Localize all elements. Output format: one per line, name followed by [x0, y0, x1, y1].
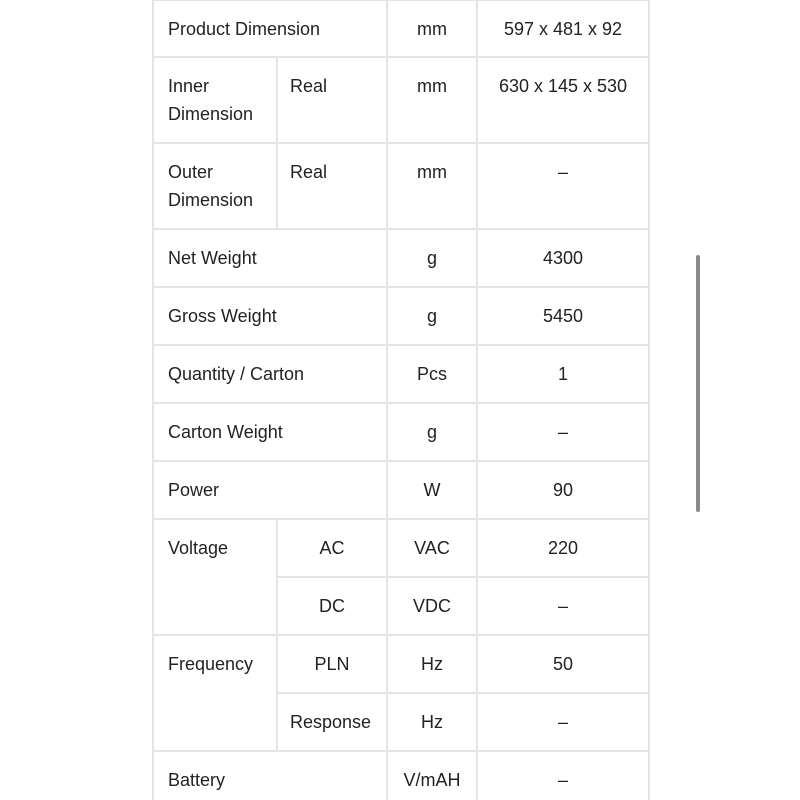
spec-unit: W — [387, 461, 477, 519]
spec-value: 597 x 481 x 92 — [477, 0, 649, 57]
spec-label: Frequency — [153, 635, 277, 751]
table-row — [153, 635, 649, 693]
table-row — [153, 287, 649, 345]
spec-unit: mm — [387, 143, 477, 229]
spec-value: – — [477, 751, 649, 800]
spec-unit: g — [387, 287, 477, 345]
table-row — [153, 403, 649, 461]
spec-value: – — [477, 143, 649, 229]
spec-unit: V/mAH — [387, 751, 477, 800]
spec-value: 50 — [477, 635, 649, 693]
spec-value: – — [477, 693, 649, 751]
spec-value: 5450 — [477, 287, 649, 345]
spec-sublabel: Real — [277, 143, 387, 229]
spec-value: 220 — [477, 519, 649, 577]
spec-value: 630 x 145 x 530 — [477, 57, 649, 143]
spec-value: 4300 — [477, 229, 649, 287]
spec-label: Net Weight — [153, 229, 387, 287]
spec-sublabel: Real — [277, 57, 387, 143]
spec-label: Outer Dimension — [153, 143, 277, 229]
spec-table — [152, 0, 650, 800]
spec-unit: mm — [387, 57, 477, 143]
spec-label: Power — [153, 461, 387, 519]
spec-label: Quantity / Carton — [153, 345, 387, 403]
spec-label: Inner Dimension — [153, 57, 277, 143]
spec-unit: VDC — [387, 577, 477, 635]
spec-value: 90 — [477, 461, 649, 519]
table-row — [153, 229, 649, 287]
table-row — [153, 519, 649, 577]
table-row — [153, 0, 649, 57]
table-row — [153, 461, 649, 519]
spec-value: – — [477, 577, 649, 635]
spec-unit: Hz — [387, 693, 477, 751]
spec-unit: g — [387, 229, 477, 287]
spec-unit: Pcs — [387, 345, 477, 403]
spec-unit: g — [387, 403, 477, 461]
scrollbar-thumb[interactable] — [696, 255, 700, 512]
table-row — [153, 57, 649, 143]
spec-unit: VAC — [387, 519, 477, 577]
spec-unit: Hz — [387, 635, 477, 693]
table-row — [153, 751, 649, 800]
spec-value: 1 — [477, 345, 649, 403]
spec-label: Product Dimension — [153, 0, 387, 57]
spec-sublabel: DC — [277, 577, 387, 635]
spec-label: Voltage — [153, 519, 277, 635]
spec-value: – — [477, 403, 649, 461]
spec-label: Carton Weight — [153, 403, 387, 461]
spec-sublabel: Response — [277, 693, 387, 751]
table-row — [153, 143, 649, 229]
spec-unit: mm — [387, 0, 477, 57]
spec-sublabel: PLN — [277, 635, 387, 693]
table-row — [153, 345, 649, 403]
spec-sublabel: AC — [277, 519, 387, 577]
spec-label: Battery — [153, 751, 387, 800]
spec-label: Gross Weight — [153, 287, 387, 345]
